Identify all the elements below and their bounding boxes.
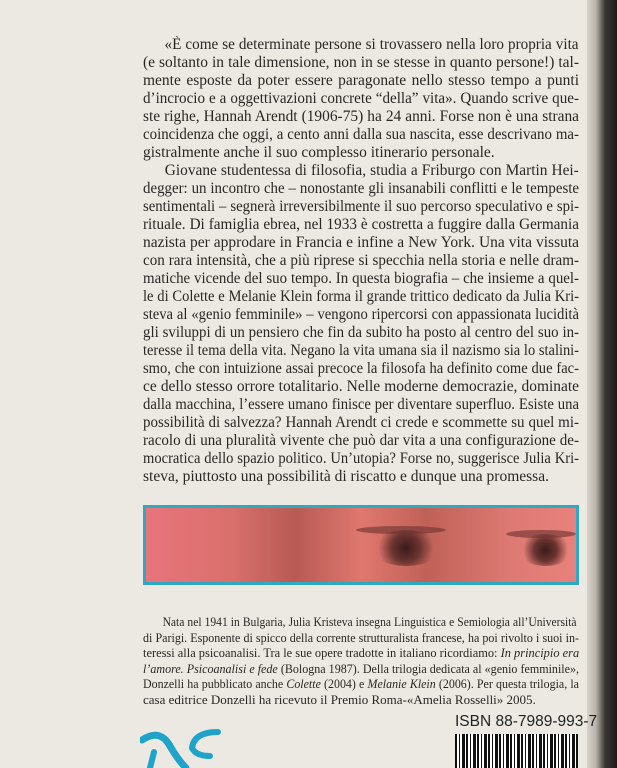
blurb-line: gli sviluppi di un pensiero che fin da subito ha posto al centro del suo in- [143, 324, 579, 341]
publisher-logo-icon [140, 726, 230, 768]
cover-photo-eyes [143, 505, 579, 585]
author-bio [143, 614, 579, 707]
blurb-line: sentimentali – segnerà irreversibilmente il suo percorso speculativo e spi- [143, 198, 579, 215]
blurb-line: gistralmente anche il suo complesso itinerario personale. [143, 144, 495, 161]
blurb-line: coincidenza che oggi, a cento anni dalla sua nascita, esse descrivano ma- [143, 126, 579, 143]
bio-text: (2004) e [320, 676, 368, 691]
bio-line [143, 661, 579, 677]
bio-title: Melanie Klein [367, 676, 436, 691]
blurb-line: racolo di una pluralità vivente che può dar vita a una configurazione de- [143, 432, 579, 449]
blurb-line: nazista per approdare in Francia e infine a New York. Una vita vissuta [143, 234, 579, 251]
blurb-line: matiche vicende del suo tempo. In questa biografia – che insieme a quel- [143, 270, 579, 287]
blurb-line: (e soltanto in tale dimensione, non in se stesse in quanto persone!) tal- [143, 54, 579, 71]
blurb-line: mente esposte da poter essere paragonate nello stesso tempo a punti [143, 72, 579, 89]
blurb-line: le di Colette e Melanie Klein forma il grande trittico dedicato da Julia Kri- [143, 288, 579, 305]
bio-line: casa editrice Donzelli ha ricevuto il Premio Roma-«Amelia Rosselli» 2005. [143, 691, 536, 707]
blurb-line: dalla macchina, l’essere umano finisce per diventare superfluo. Esiste una [143, 396, 579, 413]
blurb-line: con rara intensità, che a più riprese si specchia nella storia e nelle dram- [143, 252, 579, 269]
bio-title: In principio era [500, 645, 580, 660]
blurb-line: ste righe, Hannah Arendt (1906-75) ha 24 anni. Forse non è una strana [143, 108, 579, 125]
bio-title: l’amore. Psicoanalisi e fede [143, 660, 278, 676]
photo-eye [371, 530, 441, 566]
blurb-line: smo, che con intuizione assai precoce la filosofa ha definito come due fac- [143, 360, 579, 377]
bio-title: Colette [286, 676, 321, 691]
blurb-line: steva, piuttosto una possibilità di riscatto e dunque una promessa. [143, 468, 549, 485]
blurb-line: ce dello stesso orrore totalitario. Nelle moderne democrazie, dominate [143, 378, 579, 395]
bio-line: di Parigi. Esponente di spicco della corrente strutturalista francese, ha poi rivolto i suoi in- [143, 629, 579, 645]
isbn-label: ISBN 88-7989-993-7 [455, 713, 598, 730]
blurb-line: rituale. Di famiglia ebrea, nel 1933 è costretta a fuggire dalla Germania [143, 216, 579, 233]
blurb-line: d’incrocio e a oggettivazioni concrete “della” vita». Quando scrive que- [143, 90, 579, 107]
photo-eye [518, 534, 573, 566]
blurb-line: degger: un incontro che – nonostante gli insanabili conflitti e le tempeste [143, 180, 579, 197]
blurb-line: «È come se determinate persone si trovassero nella loro propria vita [164, 36, 579, 53]
bio-text: (2006). Per questa trilogia, la [435, 676, 579, 691]
bio-text: Donzelli ha pubblicato anche [143, 676, 287, 691]
book-spine-shadow [587, 0, 617, 768]
blurb-text [143, 36, 579, 486]
bio-line: Nata nel 1941 in Bulgaria, Julia Kristeva insegna Linguistica e Semiologia all’Università [162, 614, 577, 629]
barcode [455, 734, 578, 768]
blurb-line: possibilità di salvezza? Hannah Arendt ci crede e scommette su quel mi- [143, 414, 579, 431]
blurb-line: mocratica dello spazio politico. Un’utopia? Forse no, suggerisce Julia Kri- [143, 450, 579, 467]
bio-line [143, 676, 579, 692]
blurb-line: steva al «genio femminile» – vengono ripercorsi con appassionata lucidità [143, 306, 579, 323]
bio-text: (Bologna 1987). Della trilogia dedicata al «genio femminile», [277, 660, 580, 676]
blurb-line: Giovane studentessa di filosofia, studia a Friburgo con Martin Hei- [164, 162, 579, 179]
bio-text: teressi alla psicoanalisi. Tra le sue opere tradotte in italiano ricordiamo: [143, 645, 501, 660]
bio-line [143, 645, 579, 661]
blurb-line: teresse il tema della vita. Negano la vita umana sia il nazismo sia lo stalini- [143, 342, 579, 359]
